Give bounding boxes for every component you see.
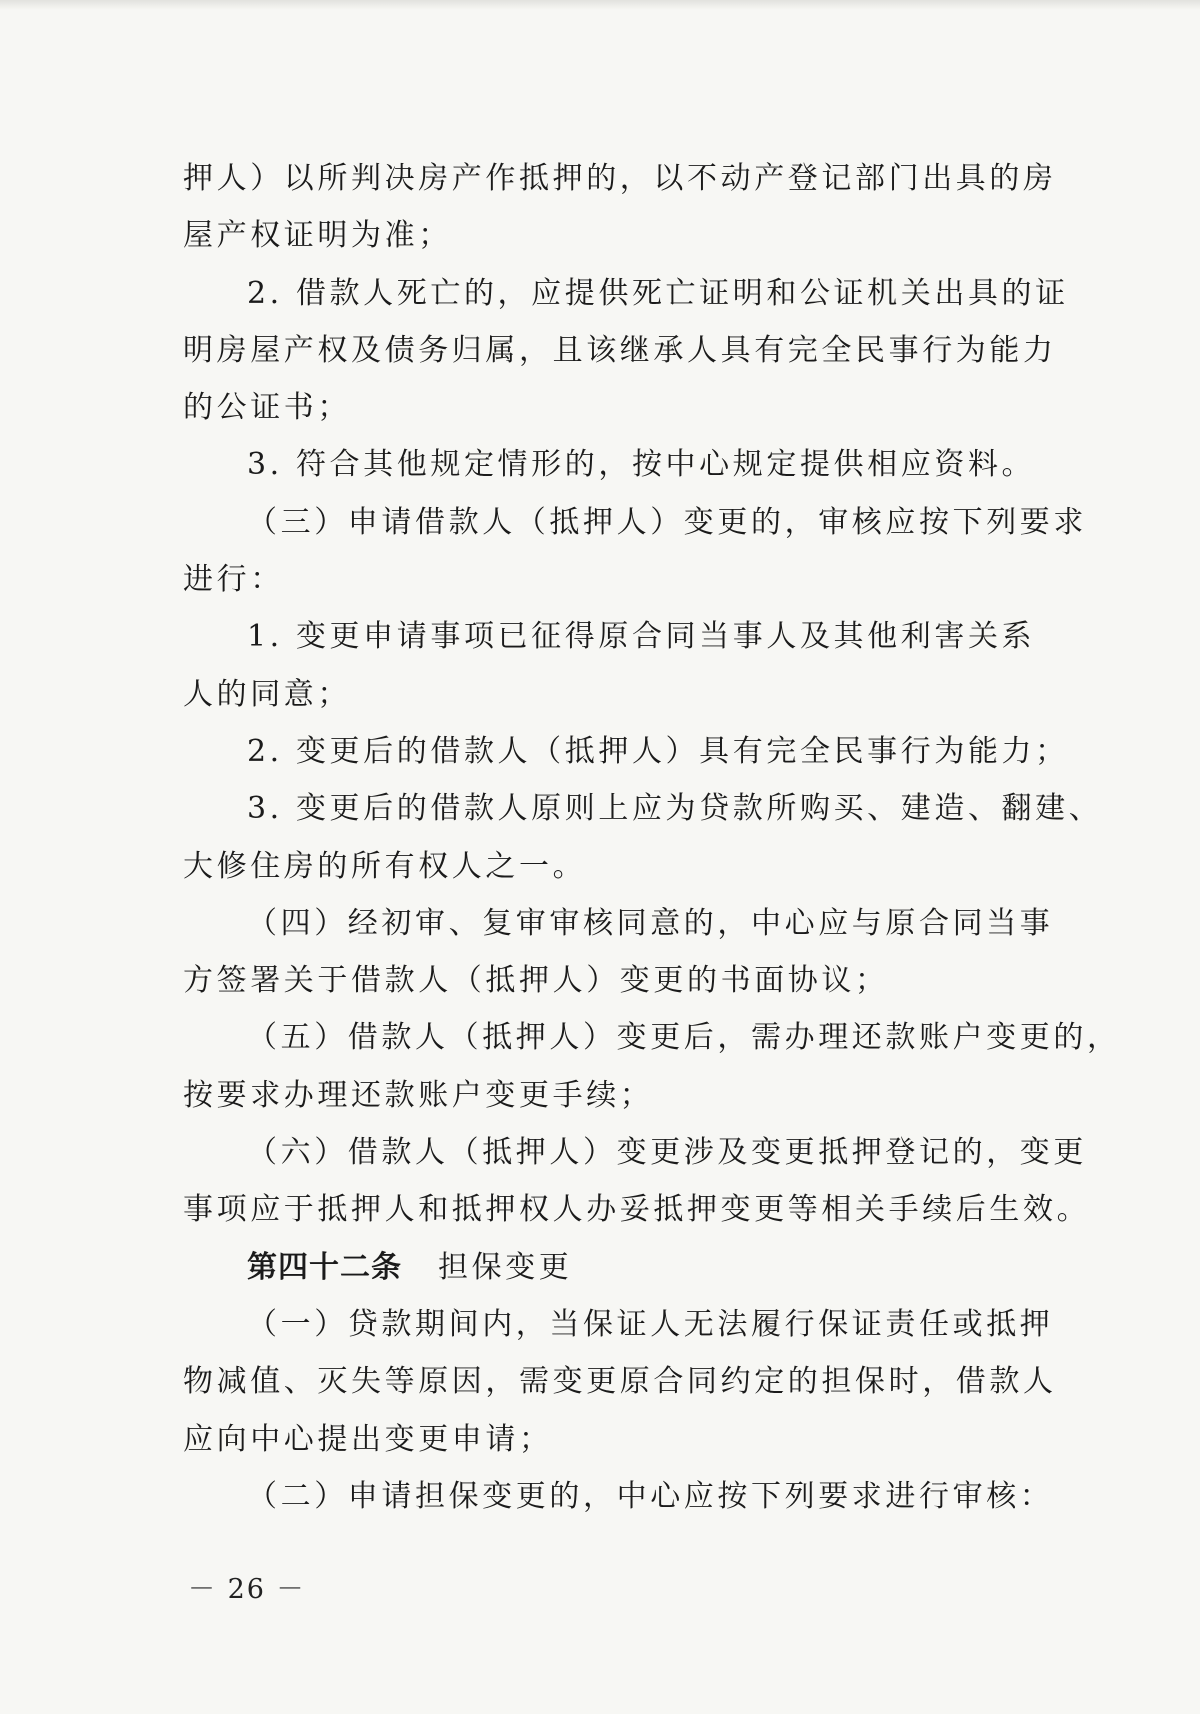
text-line: 押人）以所判决房产作抵押的，以不动产登记部门出具的房	[183, 161, 1057, 196]
page-number: － 26 －	[188, 1574, 306, 1605]
text-line: 1. 变更申请事项已征得原合同当事人及其他利害关系	[247, 619, 1036, 655]
article-number: 第四十二条	[247, 1249, 402, 1285]
text-line: 物减值、灭失等原因，需变更原合同约定的担保时，借款人	[183, 1364, 1057, 1400]
text-line: 大修住房的所有权人之一。	[183, 848, 587, 884]
text-line: 屋产权证明为准；	[183, 218, 452, 254]
text-line: （三）申请借款人（抵押人）变更的，审核应按下列要求	[247, 504, 1087, 540]
text-line: （二）申请担保变更的，中心应按下列要求进行审核：	[247, 1478, 1054, 1514]
text-line: 按要求办理还款账户变更手续；	[183, 1077, 654, 1113]
text-line: 应向中心提出变更申请；	[183, 1421, 553, 1457]
text-line: 进行：	[183, 562, 284, 598]
text-line: 3. 符合其他规定情形的，按中心规定提供相应资料。	[247, 447, 1036, 483]
article-title: 担保变更	[438, 1249, 573, 1285]
scan-edge-shadow	[0, 0, 1200, 10]
text-line: 3. 变更后的借款人原则上应为贷款所购买、建造、翻建、	[247, 791, 1103, 827]
text-line: （四）经初审、复审审核同意的，中心应与原合同当事	[247, 905, 1054, 941]
text-line: 的公证书；	[183, 390, 351, 426]
text-line: （六）借款人（抵押人）变更涉及变更抵押登记的，变更	[247, 1135, 1087, 1171]
text-line: 2. 借款人死亡的，应提供死亡证明和公证机关出具的证	[247, 275, 1069, 311]
text-line: 方签署关于借款人（抵押人）变更的书面协议；	[183, 963, 889, 999]
article-heading	[183, 1239, 1028, 1296]
text-line: 2. 变更后的借款人（抵押人）具有完全民事行为能力；	[247, 733, 1069, 769]
text-line: （一）贷款期间内，当保证人无法履行保证责任或抵押	[247, 1306, 1054, 1342]
text-line: 事项应于抵押人和抵押权人办妥抵押变更等相关手续后生效。	[183, 1192, 1091, 1228]
page-body	[183, 150, 1121, 1525]
text-line: 人的同意；	[183, 676, 351, 712]
text-line: 明房屋产权及债务归属，且该继承人具有完全民事行为能力	[183, 332, 1057, 368]
text-line: （五）借款人（抵押人）变更后，需办理还款账户变更的，	[247, 1020, 1121, 1056]
